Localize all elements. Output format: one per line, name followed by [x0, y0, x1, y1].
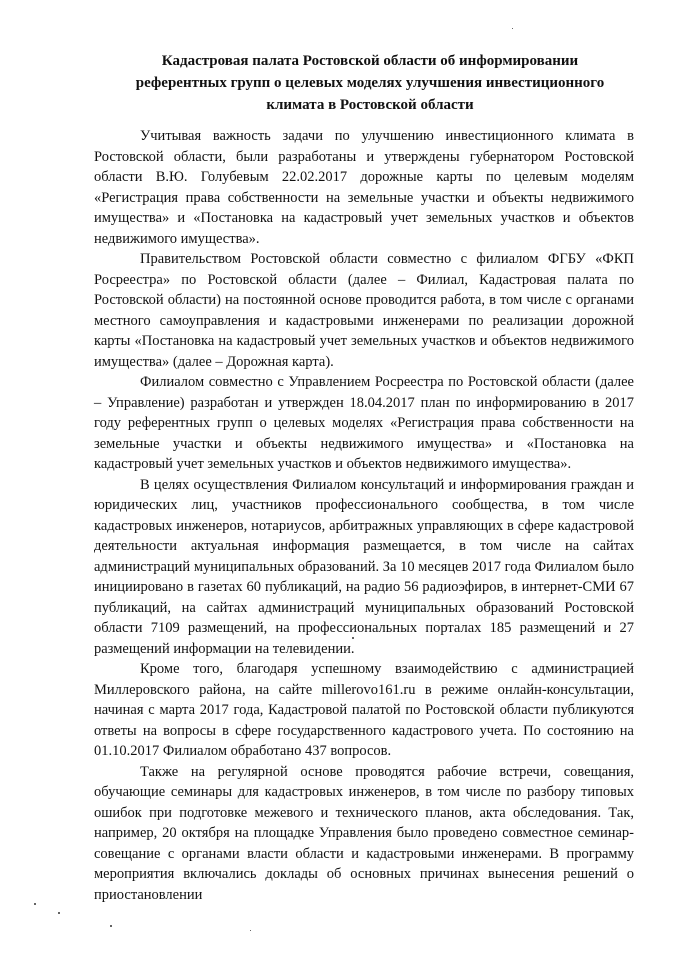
document-title	[100, 50, 640, 116]
scan-speck	[110, 925, 112, 927]
paragraph-5: Кроме того, благодаря успешному взаимодействию с администрацией Миллеровского района, на сайте millerovo161.ru в режиме онлайн-консультации, начиная с марта 2017 года, Кадастровой палатой по Ростовской области публикуются ответы на вопросы в сфере государственного кадастрового учета. По состоянию на 01.10.2017 Филиалом обработано 437 вопросов.	[94, 661, 634, 759]
paragraph-3: Филиалом совместно с Управлением Росреестра по Ростовской области (далее – Управление) разработан и утвержден 18.04.2017 план по информированию в 2017 году референтных групп о целевых моделях «Регистрация права собственности на земельные участки и объекты недвижимого имущества» и «Постановка на кадастровый учет земельных участков и объектов недвижимого имущества».	[94, 374, 634, 472]
paragraph-6: Также на регулярной основе проводятся рабочие встречи, совещания, обучающие семинары для кадастровых инженеров, в том числе по разбору типовых ошибок при подготовке межевого и технического планов, акта обследования. Так, например, 20 октября на площадке Управления было проведено совместное семинар-совещание с органами власти области и кадастровыми инженерами. В программу мероприятия включались доклады об основных причинах вынесения решений о приостановлении	[94, 763, 634, 903]
title-line-2: референтных групп о целевых моделях улучшения инвестиционного	[135, 75, 605, 91]
scan-speck	[34, 903, 36, 905]
scan-speck	[352, 637, 354, 639]
scan-speck	[250, 930, 251, 931]
title-line-3: климата в Ростовской области	[266, 97, 474, 113]
title-line-1: Кадастровая палата Ростовской области об информировании	[161, 53, 579, 69]
paragraph-2: Правительством Ростовской области совместно с филиалом ФГБУ «ФКП Росреестра» по Ростовской области (далее – Филиал, Кадастровая палата по Ростовской области) на постоянной основе проводится работа, в том числе с органами местного самоуправления и кадастровыми инженерами по реализации дорожной карты «Постановка на кадастровый учет земельных участков и объектов недвижимого имущества» (далее – Дорожная карта).	[94, 251, 634, 370]
paragraph-4: В целях осуществления Филиалом консультаций и информирования граждан и юридических лиц, участников профессионального сообщества, в том числе кадастровых инженеров, нотариусов, арбитражных управляющих в сфере кадастровой деятельности актуальная информация размещается, в том числе на сайтах администраций муниципальных образований. За 10 месяцев 2017 года Филиалом было инициировано в газетах 60 публикаций, на радио 56 радиоэфиров, в интернет-СМИ 67 публикаций, на сайтах администраций муниципальных образований Ростовской области 7109 размещений, на профессиональных порталах 185 размещений и 27 размещений информации на телевидении.	[94, 476, 634, 657]
paragraph-1: Учитывая важность задачи по улучшению инвестиционного климата в Ростовской области, были разработаны и утверждены губернатором Ростовской области В.Ю. Голубевым 22.02.2017 дорожные карты по целевым моделям «Регистрация права собственности на земельные участки и объекты недвижимого имущества» и «Постановка на кадастровый учет земельных участков и объектов недвижимого имущества».	[94, 128, 634, 247]
scan-speck	[58, 912, 60, 914]
document-body	[94, 126, 634, 905]
scan-speck	[512, 28, 513, 29]
